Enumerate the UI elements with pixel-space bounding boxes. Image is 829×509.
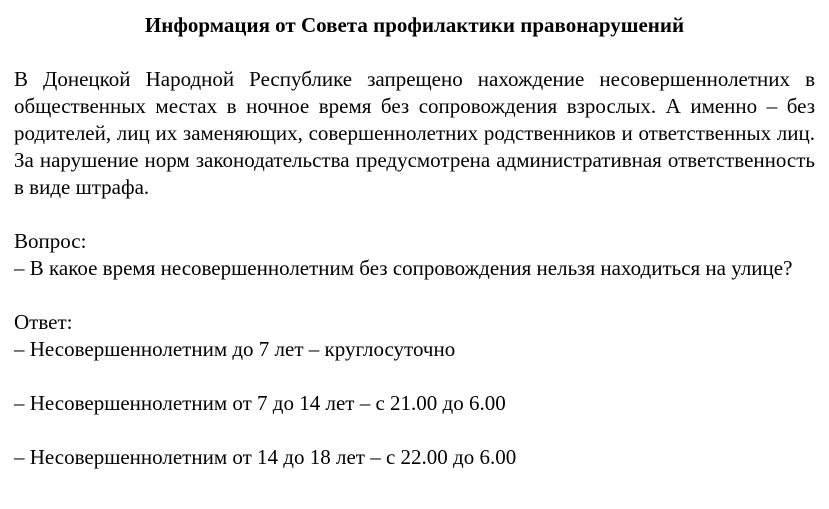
document-title: Информация от Совета профилактики правонарушений <box>144 13 685 37</box>
paragraph-spacer <box>14 363 815 390</box>
question-text: – В какое время несовершеннолетним без сопровождения нельзя находиться на улице? <box>14 256 793 280</box>
paragraph-spacer <box>14 201 815 228</box>
answer-label: Ответ: <box>14 310 73 334</box>
answer-item: – Несовершеннолетним от 7 до 14 лет – с 21.00 до 6.00 <box>14 391 506 415</box>
paragraph-spacer <box>14 417 815 444</box>
paragraph-spacer <box>14 282 815 309</box>
question-label: Вопрос: <box>14 229 87 253</box>
answer-item: – Несовершеннолетним от 14 до 18 лет – с 22.00 до 6.00 <box>14 445 517 469</box>
answer-item: – Несовершеннолетним до 7 лет – круглосуточно <box>14 337 456 361</box>
intro-paragraph: В Донецкой Народной Республике запрещено нахождение несовершеннолетних в общественных местах в ночное время без сопровождения взрослых. А именно – без родителей, лиц их заменяющих, совершеннолетних родственников и ответственных лиц. За нарушение норм законодательства предусмотрена административная ответственность в виде штрафа. <box>14 67 815 199</box>
